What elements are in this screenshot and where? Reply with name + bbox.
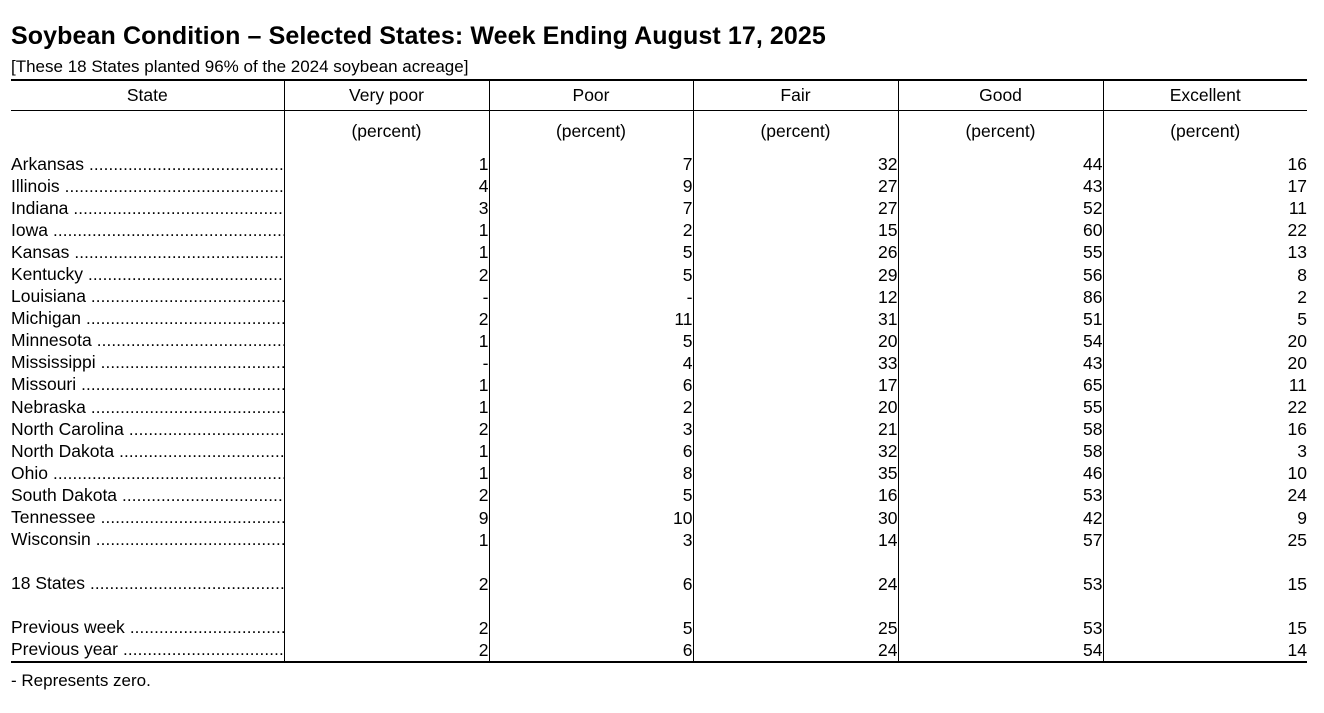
row-label-cell [11, 639, 284, 662]
report-subtitle: [These 18 States planted 96% of the 2024 soybean acreage] [11, 57, 469, 76]
value-cell: 1 [284, 153, 489, 175]
value-cell: 17 [693, 374, 898, 396]
row-label-cell [11, 440, 284, 462]
value-cell: 6 [489, 374, 693, 396]
value-cell: 2 [284, 573, 489, 595]
value-cell: 22 [1103, 219, 1307, 241]
row-name: Ohio [11, 462, 48, 483]
state-row [11, 330, 1307, 352]
dot-leader [119, 442, 283, 462]
spacer-row [11, 551, 1307, 573]
value-cell: 53 [898, 573, 1103, 595]
dot-leader [130, 618, 284, 638]
value-cell: 31 [693, 308, 898, 330]
value-cell: 3 [284, 197, 489, 219]
state-row [11, 352, 1307, 374]
header-poor: Poor [489, 80, 693, 111]
row-label-cell [11, 308, 284, 330]
dot-leader [96, 530, 284, 550]
value-cell: 9 [1103, 507, 1307, 529]
row-label-cell [11, 352, 284, 374]
dot-leader [101, 353, 284, 373]
value-cell: 15 [1103, 617, 1307, 639]
value-cell: 4 [284, 175, 489, 197]
state-row [11, 396, 1307, 418]
row-label [11, 220, 284, 241]
state-row [11, 263, 1307, 285]
state-row [11, 286, 1307, 308]
value-cell: 2 [284, 617, 489, 639]
row-name: Kansas [11, 241, 70, 262]
value-cell: 27 [693, 175, 898, 197]
row-label-cell [11, 197, 284, 219]
dot-leader [86, 309, 283, 329]
dot-leader [90, 574, 284, 594]
value-cell: 20 [693, 396, 898, 418]
value-cell: 20 [1103, 330, 1307, 352]
state-row [11, 418, 1307, 440]
footnote: - Represents zero. [11, 671, 151, 690]
unit-label: (percent) [693, 111, 898, 154]
value-cell: 14 [1103, 639, 1307, 662]
value-cell: 9 [284, 507, 489, 529]
row-label-cell [11, 617, 284, 639]
row-label [11, 352, 284, 373]
value-cell: 8 [489, 462, 693, 484]
value-cell: 2 [284, 418, 489, 440]
units-row [11, 111, 1307, 154]
value-cell: 55 [898, 241, 1103, 263]
state-row [11, 219, 1307, 241]
value-cell: 16 [693, 484, 898, 506]
value-cell: 11 [1103, 197, 1307, 219]
value-cell: 7 [489, 153, 693, 175]
dot-leader [91, 398, 284, 418]
row-label-cell [11, 219, 284, 241]
value-cell: 1 [284, 462, 489, 484]
header-good: Good [898, 80, 1103, 111]
dot-leader [97, 331, 284, 351]
value-cell: 25 [1103, 529, 1307, 551]
dot-leader [53, 221, 284, 241]
value-cell: 46 [898, 462, 1103, 484]
value-cell: 5 [489, 484, 693, 506]
row-name: Iowa [11, 219, 48, 240]
value-cell: 43 [898, 175, 1103, 197]
row-name: North Carolina [11, 418, 124, 439]
row-label [11, 286, 284, 307]
value-cell: 17 [1103, 175, 1307, 197]
row-label [11, 242, 284, 263]
spacer-cell [693, 595, 898, 617]
spacer-cell [284, 551, 489, 573]
row-label-cell [11, 462, 284, 484]
spacer-cell [284, 595, 489, 617]
value-cell: 3 [489, 418, 693, 440]
value-cell: 58 [898, 418, 1103, 440]
dot-leader [101, 508, 284, 528]
row-label-cell [11, 153, 284, 175]
value-cell: 53 [898, 617, 1103, 639]
row-name: South Dakota [11, 484, 118, 505]
state-row [11, 507, 1307, 529]
unit-label: (percent) [489, 111, 693, 154]
spacer-cell [898, 595, 1103, 617]
value-cell: 25 [693, 617, 898, 639]
value-cell: 1 [284, 241, 489, 263]
state-row [11, 462, 1307, 484]
value-cell: - [489, 286, 693, 308]
value-cell: 1 [284, 374, 489, 396]
value-cell: 44 [898, 153, 1103, 175]
row-name: Louisiana [11, 286, 86, 307]
row-label-cell [11, 241, 284, 263]
state-row [11, 440, 1307, 462]
unit-label: (percent) [1103, 111, 1307, 154]
row-name: Tennessee [11, 507, 96, 528]
spacer-cell [1103, 595, 1307, 617]
row-label-cell [11, 374, 284, 396]
row-label-cell [11, 418, 284, 440]
dot-leader [129, 420, 284, 440]
row-label [11, 639, 284, 660]
report-title: Soybean Condition – Selected States: Week Ending August 17, 2025 [11, 22, 826, 50]
value-cell: 6 [489, 440, 693, 462]
value-cell: 2 [489, 396, 693, 418]
dot-leader [74, 243, 283, 263]
dot-leader [53, 464, 284, 484]
value-cell: 2 [489, 219, 693, 241]
value-cell: 24 [1103, 484, 1307, 506]
value-cell: 3 [1103, 440, 1307, 462]
row-label [11, 264, 284, 285]
row-label [11, 441, 284, 462]
row-label [11, 573, 284, 594]
dot-leader [123, 640, 284, 660]
unit-label: (percent) [898, 111, 1103, 154]
value-cell: 20 [1103, 352, 1307, 374]
row-label [11, 154, 284, 175]
value-cell: 51 [898, 308, 1103, 330]
value-cell: 26 [693, 241, 898, 263]
row-label [11, 330, 284, 351]
value-cell: 22 [1103, 396, 1307, 418]
value-cell: 8 [1103, 263, 1307, 285]
value-cell: 30 [693, 507, 898, 529]
value-cell: - [284, 352, 489, 374]
value-cell: 1 [284, 330, 489, 352]
row-label [11, 485, 284, 506]
value-cell: 1 [284, 396, 489, 418]
row-name: Previous year [11, 639, 118, 660]
row-name: North Dakota [11, 440, 115, 461]
row-name: Previous week [11, 617, 125, 638]
value-cell: - [284, 286, 489, 308]
row-name: Illinois [11, 175, 60, 196]
value-cell: 16 [1103, 418, 1307, 440]
value-cell: 2 [1103, 286, 1307, 308]
row-name: Minnesota [11, 330, 92, 351]
value-cell: 35 [693, 462, 898, 484]
value-cell: 2 [284, 639, 489, 662]
spacer-cell [1103, 551, 1307, 573]
value-cell: 11 [489, 308, 693, 330]
value-cell: 58 [898, 440, 1103, 462]
row-name: Mississippi [11, 352, 96, 373]
value-cell: 15 [1103, 573, 1307, 595]
value-cell: 11 [1103, 374, 1307, 396]
value-cell: 1 [284, 440, 489, 462]
value-cell: 16 [1103, 153, 1307, 175]
row-label [11, 176, 284, 197]
header-excellent: Excellent [1103, 80, 1307, 111]
row-label [11, 198, 284, 219]
dot-leader [88, 265, 284, 285]
row-name: Wisconsin [11, 529, 91, 550]
value-cell: 54 [898, 330, 1103, 352]
row-name: Michigan [11, 308, 82, 329]
row-label [11, 529, 284, 550]
value-cell: 32 [693, 440, 898, 462]
row-label-cell [11, 330, 284, 352]
row-label-cell [11, 507, 284, 529]
value-cell: 5 [489, 241, 693, 263]
dot-leader [73, 199, 283, 219]
spacer-cell [898, 551, 1103, 573]
value-cell: 5 [489, 263, 693, 285]
state-row [11, 241, 1307, 263]
value-cell: 5 [489, 617, 693, 639]
row-label [11, 463, 284, 484]
value-cell: 27 [693, 197, 898, 219]
row-name: Indiana [11, 197, 69, 218]
previous-year-row [11, 639, 1307, 662]
value-cell: 5 [1103, 308, 1307, 330]
previous-week-row [11, 617, 1307, 639]
value-cell: 56 [898, 263, 1103, 285]
dot-leader [91, 287, 284, 307]
spacer-cell [11, 595, 284, 617]
dot-leader [65, 177, 284, 197]
value-cell: 3 [489, 529, 693, 551]
state-row [11, 175, 1307, 197]
value-cell: 21 [693, 418, 898, 440]
value-cell: 7 [489, 197, 693, 219]
value-cell: 29 [693, 263, 898, 285]
value-cell: 2 [284, 263, 489, 285]
value-cell: 4 [489, 352, 693, 374]
spacer-cell [489, 551, 693, 573]
state-row [11, 374, 1307, 396]
units-blank [11, 111, 284, 154]
dot-leader [122, 486, 283, 506]
header-very-poor: Very poor [284, 80, 489, 111]
value-cell: 24 [693, 639, 898, 662]
value-cell: 20 [693, 330, 898, 352]
value-cell: 52 [898, 197, 1103, 219]
unit-label: (percent) [284, 111, 489, 154]
row-label-cell [11, 286, 284, 308]
header-fair: Fair [693, 80, 898, 111]
row-label-cell [11, 529, 284, 551]
value-cell: 2 [284, 308, 489, 330]
value-cell: 10 [489, 507, 693, 529]
value-cell: 65 [898, 374, 1103, 396]
value-cell: 6 [489, 573, 693, 595]
value-cell: 33 [693, 352, 898, 374]
row-name: Arkansas [11, 153, 84, 174]
value-cell: 6 [489, 639, 693, 662]
value-cell: 32 [693, 153, 898, 175]
dot-leader [89, 155, 284, 175]
header-row [11, 80, 1307, 111]
total-row [11, 573, 1307, 595]
soybean-condition-table [11, 79, 1307, 663]
row-label-cell [11, 484, 284, 506]
dot-leader [81, 375, 283, 395]
value-cell: 86 [898, 286, 1103, 308]
value-cell: 14 [693, 529, 898, 551]
row-label [11, 397, 284, 418]
state-row [11, 197, 1307, 219]
value-cell: 54 [898, 639, 1103, 662]
row-label-cell [11, 396, 284, 418]
row-name: Nebraska [11, 396, 86, 417]
row-label-cell [11, 175, 284, 197]
row-label [11, 308, 284, 329]
value-cell: 1 [284, 529, 489, 551]
spacer-row [11, 595, 1307, 617]
state-row [11, 529, 1307, 551]
row-name: 18 States [11, 573, 85, 594]
value-cell: 1 [284, 219, 489, 241]
value-cell: 42 [898, 507, 1103, 529]
spacer-cell [693, 551, 898, 573]
value-cell: 15 [693, 219, 898, 241]
row-label [11, 374, 284, 395]
header-state: State [11, 80, 284, 111]
value-cell: 24 [693, 573, 898, 595]
value-cell: 60 [898, 219, 1103, 241]
row-label-cell [11, 263, 284, 285]
state-row [11, 308, 1307, 330]
row-name: Kentucky [11, 264, 83, 285]
value-cell: 55 [898, 396, 1103, 418]
row-label [11, 419, 284, 440]
value-cell: 53 [898, 484, 1103, 506]
value-cell: 10 [1103, 462, 1307, 484]
value-cell: 2 [284, 484, 489, 506]
value-cell: 5 [489, 330, 693, 352]
spacer-cell [11, 551, 284, 573]
row-label [11, 507, 284, 528]
value-cell: 43 [898, 352, 1103, 374]
value-cell: 12 [693, 286, 898, 308]
value-cell: 57 [898, 529, 1103, 551]
spacer-cell [489, 595, 693, 617]
state-row [11, 484, 1307, 506]
row-label [11, 617, 284, 638]
row-name: Missouri [11, 374, 77, 395]
state-row [11, 153, 1307, 175]
value-cell: 9 [489, 175, 693, 197]
row-label-cell [11, 573, 284, 595]
value-cell: 13 [1103, 241, 1307, 263]
